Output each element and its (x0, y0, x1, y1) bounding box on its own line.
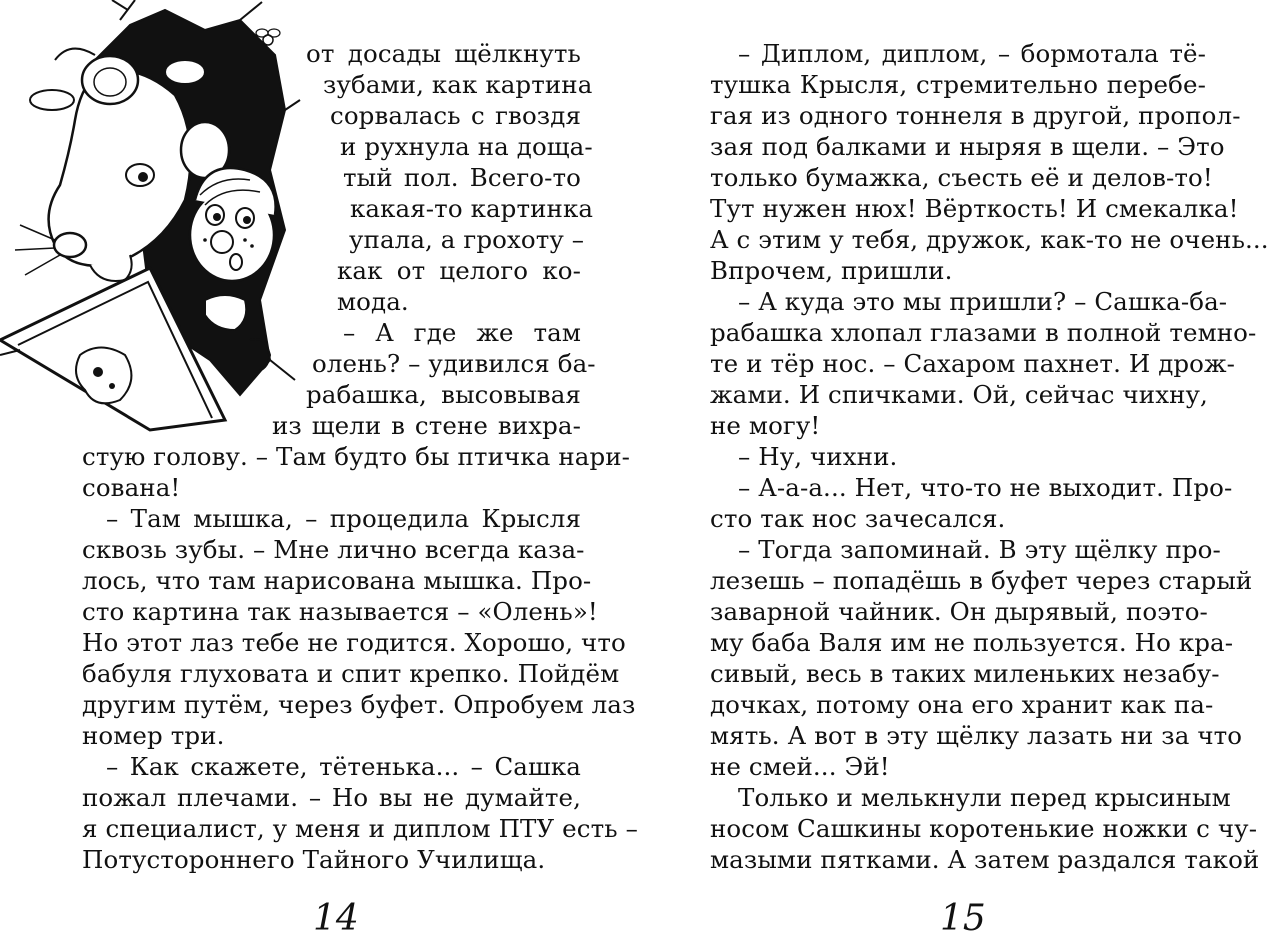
text-line: тый пол. Всего-то (343, 163, 581, 192)
text-line: как от целого ко- (337, 256, 581, 285)
text-line: Только и мелькнули перед крысиным (738, 783, 1231, 812)
text-line: – Ну, чихни. (738, 442, 898, 471)
text-line: какая-то картинка (350, 194, 594, 223)
text-line: сто так нос зачесался. (710, 504, 1006, 533)
text-line: носом Сашкины коротенькие ножки с чу- (710, 814, 1258, 843)
text-line: от досады щёлкнуть (306, 39, 581, 68)
text-line: гая из одного тоннеля в другой, пропол- (710, 101, 1241, 130)
text-line: сквозь зубы. – Мне лично всегда каза- (82, 535, 585, 564)
text-line: лезешь – попадёшь в буфет через старый (710, 566, 1253, 595)
text-line: му баба Валя им не пользуется. Но кра- (710, 628, 1234, 657)
page-number: 14 (313, 898, 359, 939)
text-line: сорвалась с гвоздя (330, 101, 581, 130)
text-line: бабуля глуховата и спит крепко. Пойдём (82, 659, 620, 688)
text-line: – Как скажете, тётенька... – Сашка (106, 752, 581, 781)
text-line: дочках, потому она его хранит как па- (710, 690, 1214, 719)
text-line: мазыми пятками. А затем раздался такой (710, 845, 1260, 874)
text-line: рабашка хлопал глазами в полной темно- (710, 318, 1257, 347)
page-number: 15 (940, 898, 986, 939)
text-line: зубами, как картина (323, 70, 593, 99)
text-line: мода. (337, 287, 409, 316)
text-line: сивый, весь в таких миленьких незабу- (710, 659, 1220, 688)
text-line: не могу! (710, 411, 821, 440)
text-line: заварной чайник. Он дырявый, поэто- (710, 597, 1208, 626)
text-line: Но этот лаз тебе не годится. Хорошо, что (82, 628, 626, 657)
rat-and-barabashka-illustration (0, 0, 300, 430)
text-line: рабашка, высовывая (306, 380, 581, 409)
text-line: стую голову. – Там будто бы птичка нари- (82, 442, 631, 471)
text-line: Потустороннего Тайного Училища. (82, 845, 546, 874)
text-line: – Тогда запоминай. В эту щёлку про- (738, 535, 1221, 564)
text-line: тушка Крысля, стремительно перебе- (710, 70, 1206, 99)
text-line: Тут нужен нюх! Вёрткость! И смекалка! (710, 194, 1239, 223)
text-line: упала, а грохоту – (349, 225, 585, 254)
text-line: лось, что там нарисована мышка. Про- (82, 566, 592, 595)
text-line: – А где же там (343, 318, 581, 347)
text-line: пожал плечами. – Но вы не думайте, (82, 783, 581, 812)
text-line: и рухнула на доща- (340, 132, 593, 161)
text-line: олень? – удивился ба- (312, 349, 596, 378)
text-line: я специалист, у меня и диплом ПТУ есть – (82, 814, 638, 843)
text-line: жами. И спичками. Ой, сейчас чихну, (710, 380, 1208, 409)
text-line: из щели в стене вихра- (272, 411, 581, 440)
text-line: зая под балками и ныряя в щели. – Это (710, 132, 1225, 161)
text-line: мять. А вот в эту щёлку лазать ни за что (710, 721, 1243, 750)
text-line: другим путём, через буфет. Опробуем лаз (82, 690, 636, 719)
right-page (604, 0, 1269, 952)
text-line: – А куда это мы пришли? – Сашка-ба- (738, 287, 1228, 316)
text-line: только бумажка, съесть её и делов-то! (710, 163, 1213, 192)
text-line: те и тёр нос. – Сахаром пахнет. И дрож- (710, 349, 1236, 378)
text-line: – А-а-а... Нет, что-то не выходит. Про- (738, 473, 1233, 502)
text-line: – Диплом, диплом, – бормотала тё- (738, 39, 1206, 68)
text-line: – Там мышка, – процедила Крысля (106, 504, 581, 533)
text-line: не смей... Эй! (710, 752, 890, 781)
text-line: А с этим у тебя, дружок, как-то не очень... (710, 225, 1269, 254)
text-line: сто картина так называется – «Олень»! (82, 597, 598, 626)
text-line: сована! (82, 473, 181, 502)
text-line: Впрочем, пришли. (710, 256, 953, 285)
text-line: номер три. (82, 721, 225, 750)
